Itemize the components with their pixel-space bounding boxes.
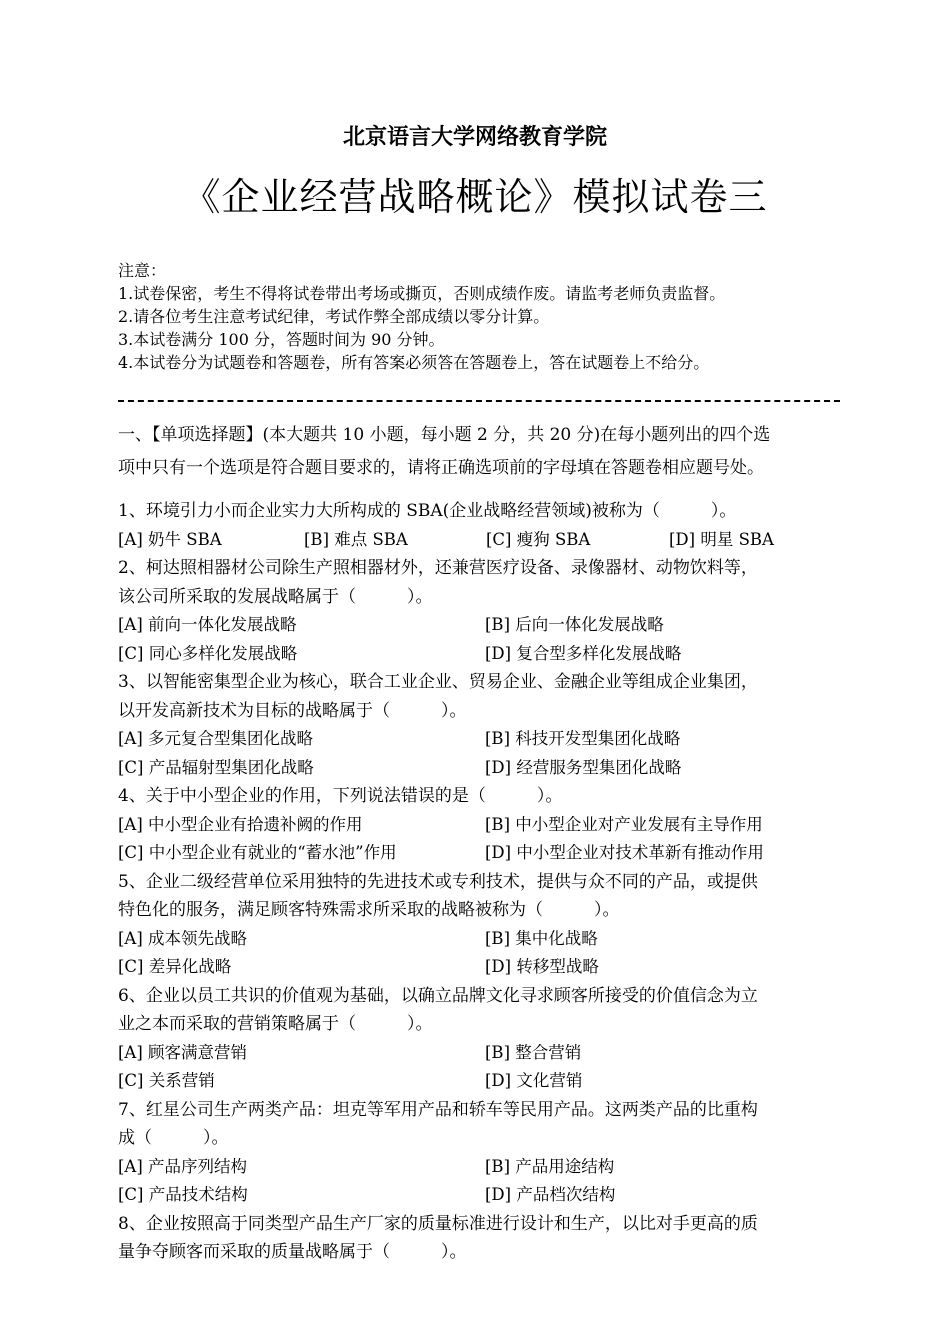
- section-instructions: [118, 419, 840, 485]
- option-b: [B] 中小型企业对产业发展有主导作用: [485, 814, 763, 834]
- option-row: [118, 1039, 840, 1068]
- option-b: [B] 难点 SBA: [304, 529, 408, 549]
- option-row: [118, 839, 840, 868]
- option-d: [D] 文化营销: [485, 1071, 583, 1090]
- option-d: [D] 中小型企业对技术革新有推动作用: [485, 843, 764, 862]
- exam-title: 《企业经营战略概论》模拟试卷三: [182, 175, 768, 219]
- question-text: 特色化的服务，满足顾客特殊需求所采取的战略被称为（ ）。: [118, 900, 620, 920]
- option-d: [D] 转移型战略: [485, 957, 599, 976]
- option-a: [A] 产品序列结构: [118, 1156, 248, 1176]
- question-text: 量争夺顾客而采取的质量战略属于（ ）。: [118, 1242, 467, 1262]
- question-text: 6、企业以员工共识的价值观为基础，以确立品牌文化寻求顾客所接受的价值信念为立: [118, 985, 758, 1006]
- question-text: 1、环境引力小而企业实力大所构成的 SBA(企业战略经营领域)被称为（ ）。: [118, 501, 737, 521]
- option-b: [B] 后向一体化发展战略: [485, 615, 664, 634]
- note-item: 4.本试卷分为试题卷和答题卷，所有答案必须答在答题卷上，答在试题卷上不给分。: [118, 353, 710, 372]
- notes-heading: 注意：: [118, 261, 167, 280]
- question-7: [118, 1096, 840, 1210]
- question-text: 4、关于中小型企业的作用，下列说法错误的是（ ）。: [118, 786, 563, 806]
- question-text: 8、企业按照高于同类型产品生产厂家的质量标准进行设计和生产，以比对手更高的质: [118, 1213, 758, 1234]
- question-text: 成（ ）。: [118, 1128, 229, 1148]
- option-c: [C] 产品技术结构: [118, 1185, 248, 1204]
- option-row: [118, 1153, 840, 1182]
- question-8: [118, 1210, 840, 1267]
- question-3: [118, 668, 840, 782]
- option-a: [A] 奶牛 SBA: [118, 529, 222, 549]
- option-c: [C] 关系营销: [118, 1071, 215, 1090]
- option-d: [D] 产品档次结构: [485, 1185, 616, 1204]
- section-line: 项中只有一个选项是符合题目要求的，请将正确选项前的字母填在答题卷相应题号处。: [118, 458, 764, 478]
- option-a: [A] 前向一体化发展战略: [118, 615, 297, 634]
- note-item: 2.请各位考生注意考试纪律，考试作弊全部成绩以零分计算。: [118, 307, 550, 326]
- option-c: [C] 瘦狗 SBA: [486, 529, 591, 549]
- option-d: [D] 复合型多样化发展战略: [485, 643, 682, 663]
- option-row: [118, 754, 840, 783]
- question-text: 以开发高新技术为目标的战略属于（ ）。: [118, 700, 467, 721]
- option-row: [118, 526, 840, 555]
- note-item: 1.试卷保密，考生不得将试卷带出考场或撕页，否则成绩作废。请监考老师负责监督。: [118, 284, 726, 303]
- option-row: [118, 1067, 840, 1096]
- option-row: [118, 811, 840, 840]
- option-a: [A] 多元复合型集团化战略: [118, 729, 314, 748]
- option-row: [118, 925, 840, 954]
- question-text: 该公司所采取的发展战略属于（ ）。: [118, 586, 433, 607]
- notes-block: [118, 259, 858, 374]
- option-c: [C] 同心多样化发展战略: [118, 643, 298, 663]
- section-line: 一、【单项选择题】(本大题共 10 小题，每小题 2 分，共 20 分)在每小题列出的四个选: [118, 425, 771, 445]
- option-row: [118, 611, 840, 640]
- question-1: [118, 497, 840, 554]
- question-text: 7、红星公司生产两类产品：坦克等军用产品和轿车等民用产品。这两类产品的比重构: [118, 1099, 758, 1120]
- option-c: [C] 差异化战略: [118, 957, 232, 976]
- question-5: [118, 868, 840, 982]
- institution-name: 北京语言大学网络教育学院: [342, 125, 607, 150]
- option-a: [A] 中小型企业有拾遗补阙的作用: [118, 814, 363, 834]
- question-6: [118, 982, 840, 1096]
- option-b: [B] 集中化战略: [485, 928, 598, 948]
- question-text: 2、柯达照相器材公司除生产照相器材外，还兼营医疗设备、录像器材、动物饮料等，: [118, 558, 758, 578]
- option-c: [C] 产品辐射型集团化战略: [118, 757, 314, 777]
- option-d: [D] 经营服务型集团化战略: [485, 757, 682, 777]
- question-text: 3、以智能密集型企业为核心，联合工业企业、贸易企业、金融企业等组成企业集团，: [118, 672, 758, 692]
- option-row: [118, 1181, 840, 1210]
- option-row: [118, 640, 840, 669]
- question-text: 业之本而采取的营销策略属于（ ）。: [118, 1014, 433, 1034]
- note-item: 3.本试卷满分 100 分，答题时间为 90 分钟。: [118, 330, 445, 349]
- option-d: [D] 明星 SBA: [669, 529, 774, 549]
- option-row: [118, 725, 840, 754]
- option-b: [B] 科技开发型集团化战略: [485, 729, 681, 748]
- dashed-divider: [118, 400, 840, 402]
- option-a: [A] 成本领先战略: [118, 928, 248, 948]
- option-b: [B] 整合营销: [485, 1042, 582, 1062]
- question-list: [118, 497, 840, 1267]
- option-a: [A] 顾客满意营销: [118, 1042, 248, 1062]
- option-b: [B] 产品用途结构: [485, 1156, 615, 1176]
- option-row: [118, 953, 840, 982]
- question-2: [118, 554, 840, 668]
- question-4: [118, 782, 840, 868]
- option-c: [C] 中小型企业有就业的“蓄水池”作用: [118, 843, 397, 862]
- question-text: 5、企业二级经营单位采用独特的先进技术或专利技术，提供与众不同的产品，或提供: [118, 871, 758, 892]
